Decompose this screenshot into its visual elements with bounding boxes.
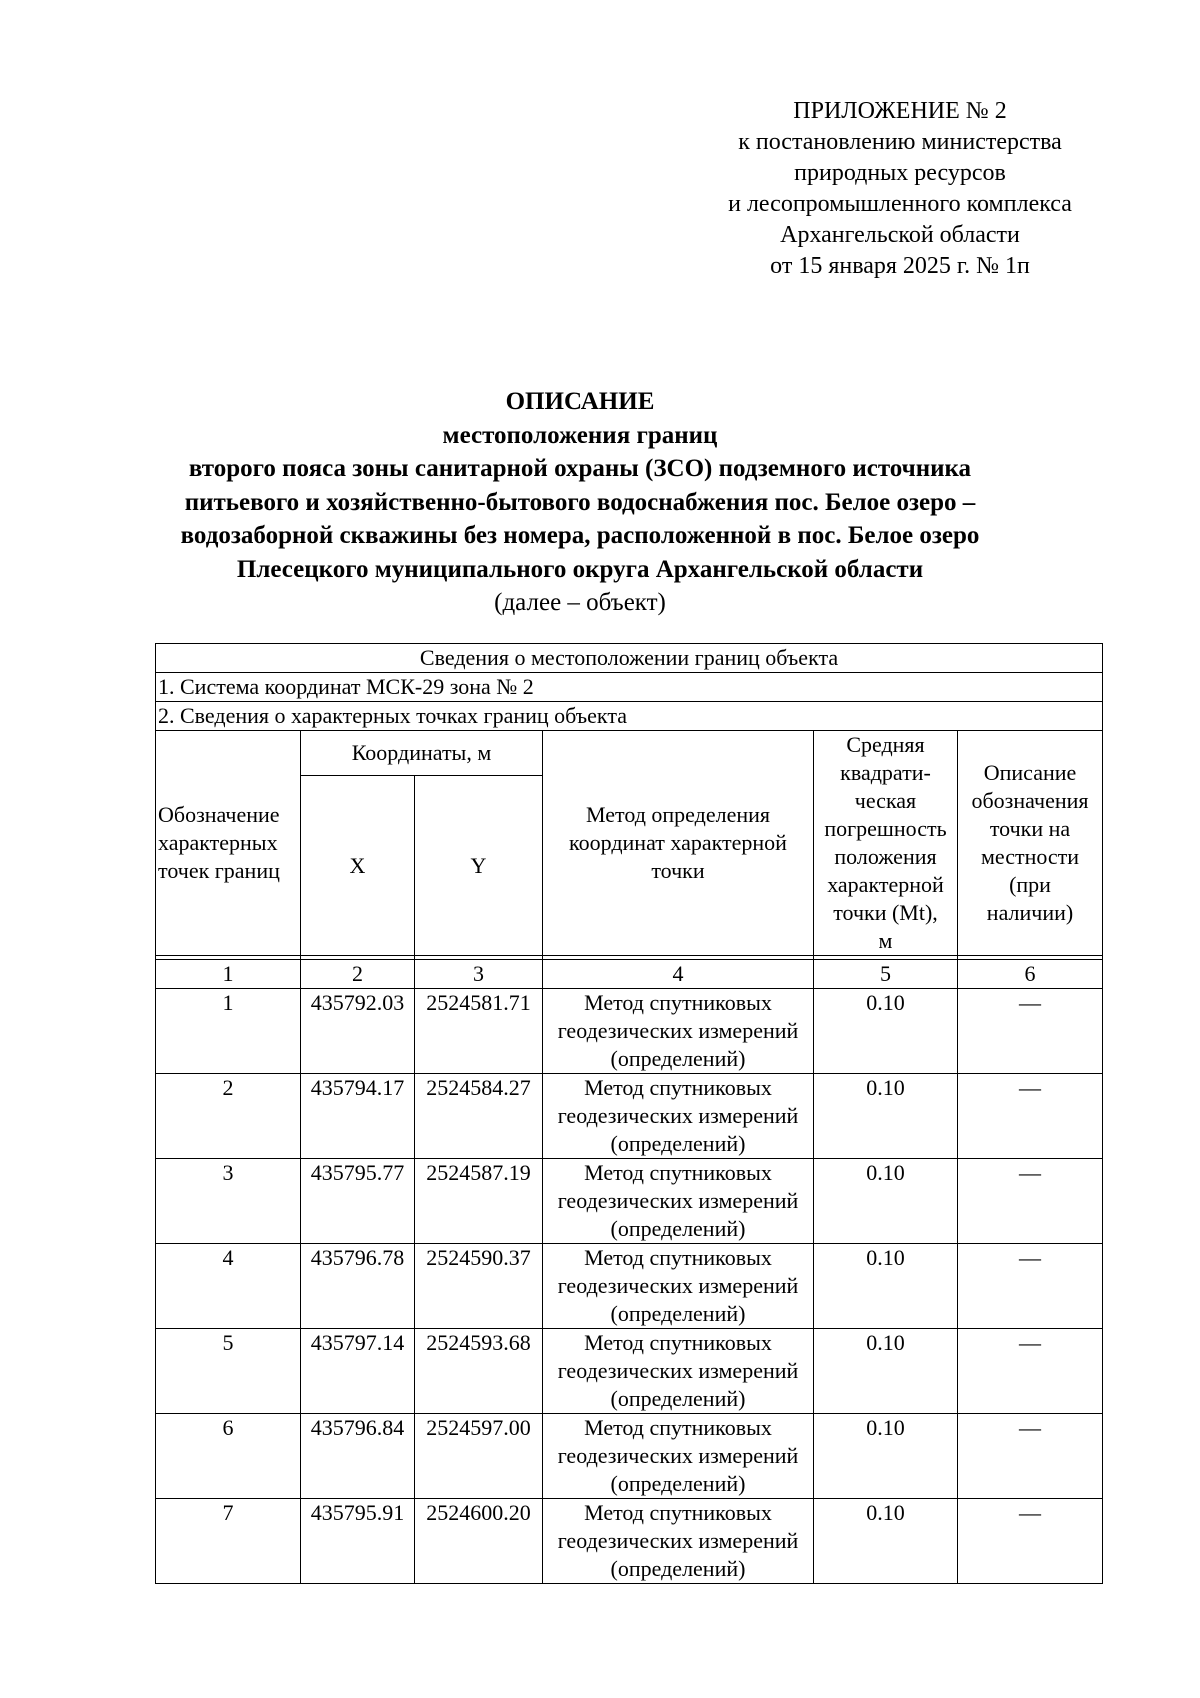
col-number: 6	[958, 960, 1103, 989]
appendix-line: Архангельской области	[780, 222, 1020, 248]
point-number: 6	[156, 1414, 301, 1499]
coord-x: 435794.17	[301, 1074, 415, 1159]
col-header-y: Y	[415, 776, 543, 956]
method-cell: Метод спутниковых геодезических измерений (определений)	[543, 1499, 814, 1584]
method-cell: Метод спутниковых геодезических измерений (определений)	[543, 1329, 814, 1414]
description-value: —	[958, 1244, 1103, 1329]
error-value: 0.10	[814, 1414, 958, 1499]
description-value: —	[958, 1499, 1103, 1584]
title-line: Плесецкого муниципального округа Архангельской области	[236, 555, 924, 583]
col-header-coordinates: Координаты, м	[301, 731, 543, 776]
table-row	[156, 1499, 1103, 1584]
title-line: ОПИСАНИЕ	[505, 388, 655, 415]
col-header-point: Обозначение характерных точек границ	[156, 731, 301, 956]
table-row	[156, 1074, 1103, 1159]
error-value: 0.10	[814, 1244, 958, 1329]
method-cell: Метод спутниковых геодезических измерений (определений)	[543, 1244, 814, 1329]
method-cell: Метод спутниковых геодезических измерений (определений)	[543, 1414, 814, 1499]
table-header-main: Сведения о местоположении границ объекта	[156, 644, 1103, 673]
appendix-line: от 15 января 2025 г. № 1п	[770, 253, 1030, 279]
description-value: —	[958, 1414, 1103, 1499]
title-line: питьевого и хозяйственно-бытового водоснабжения пос. Белое озеро –	[184, 488, 976, 516]
col-number: 5	[814, 960, 958, 989]
coord-y: 2524581.71	[415, 989, 543, 1074]
appendix-line: ПРИЛОЖЕНИЕ № 2	[793, 98, 1007, 124]
point-number: 2	[156, 1074, 301, 1159]
method-cell: Метод спутниковых геодезических измерений (определений)	[543, 989, 814, 1074]
point-number: 4	[156, 1244, 301, 1329]
table-row	[156, 1329, 1103, 1414]
title-line: местоположения границ	[442, 421, 718, 449]
appendix-line: и лесопромышленного комплекса	[728, 191, 1072, 217]
point-number: 7	[156, 1499, 301, 1584]
coord-x: 435796.84	[301, 1414, 415, 1499]
coord-x: 435797.14	[301, 1329, 415, 1414]
section-coordinate-system: 1. Система координат МСК-29 зона № 2	[156, 673, 1103, 702]
coord-x: 435796.78	[301, 1244, 415, 1329]
method-cell: Метод спутниковых геодезических измерений (определений)	[543, 1159, 814, 1244]
table-row	[156, 1244, 1103, 1329]
coord-y: 2524584.27	[415, 1074, 543, 1159]
document-title	[80, 385, 1080, 620]
col-header-description: Описание обозначения точки на местности (при наличии)	[958, 731, 1103, 956]
point-number: 1	[156, 989, 301, 1074]
table-row	[156, 989, 1103, 1074]
col-header-x: X	[301, 776, 415, 956]
error-value: 0.10	[814, 989, 958, 1074]
boundary-points-table	[155, 643, 1103, 1584]
error-value: 0.10	[814, 1329, 958, 1414]
table-row	[156, 1414, 1103, 1499]
description-value: —	[958, 989, 1103, 1074]
appendix-header	[700, 96, 1100, 282]
error-value: 0.10	[814, 1499, 958, 1584]
description-value: —	[958, 1159, 1103, 1244]
appendix-line: природных ресурсов	[794, 160, 1006, 186]
title-line: второго пояса зоны санитарной охраны (ЗСО) подземного источника	[188, 455, 972, 482]
error-value: 0.10	[814, 1074, 958, 1159]
point-number: 5	[156, 1329, 301, 1414]
section-points-info: 2. Сведения о характерных точках границ объекта	[156, 702, 1103, 731]
description-value: —	[958, 1074, 1103, 1159]
coord-y: 2524597.00	[415, 1414, 543, 1499]
title-line: водозаборной скважины без номера, расположенной в пос. Белое озеро	[180, 522, 980, 549]
point-number: 3	[156, 1159, 301, 1244]
col-number: 3	[415, 960, 543, 989]
col-number: 2	[301, 960, 415, 989]
table-row	[156, 1159, 1103, 1244]
appendix-line: к постановлению министерства	[738, 129, 1062, 155]
col-number: 4	[543, 960, 814, 989]
coord-y: 2524590.37	[415, 1244, 543, 1329]
error-value: 0.10	[814, 1159, 958, 1244]
method-cell: Метод спутниковых геодезических измерений (определений)	[543, 1074, 814, 1159]
col-number: 1	[156, 960, 301, 989]
coord-x: 435795.77	[301, 1159, 415, 1244]
description-value: —	[958, 1329, 1103, 1414]
title-subtitle: (далее – объект)	[494, 589, 666, 616]
coord-y: 2524587.19	[415, 1159, 543, 1244]
coord-y: 2524600.20	[415, 1499, 543, 1584]
coord-x: 435792.03	[301, 989, 415, 1074]
col-header-method: Метод определения координат характерной точки	[543, 731, 814, 956]
coord-x: 435795.91	[301, 1499, 415, 1584]
coord-y: 2524593.68	[415, 1329, 543, 1414]
col-header-error: Средняя квадрати- ческая погрешность положения характерной точки (Mt), м	[814, 731, 958, 956]
